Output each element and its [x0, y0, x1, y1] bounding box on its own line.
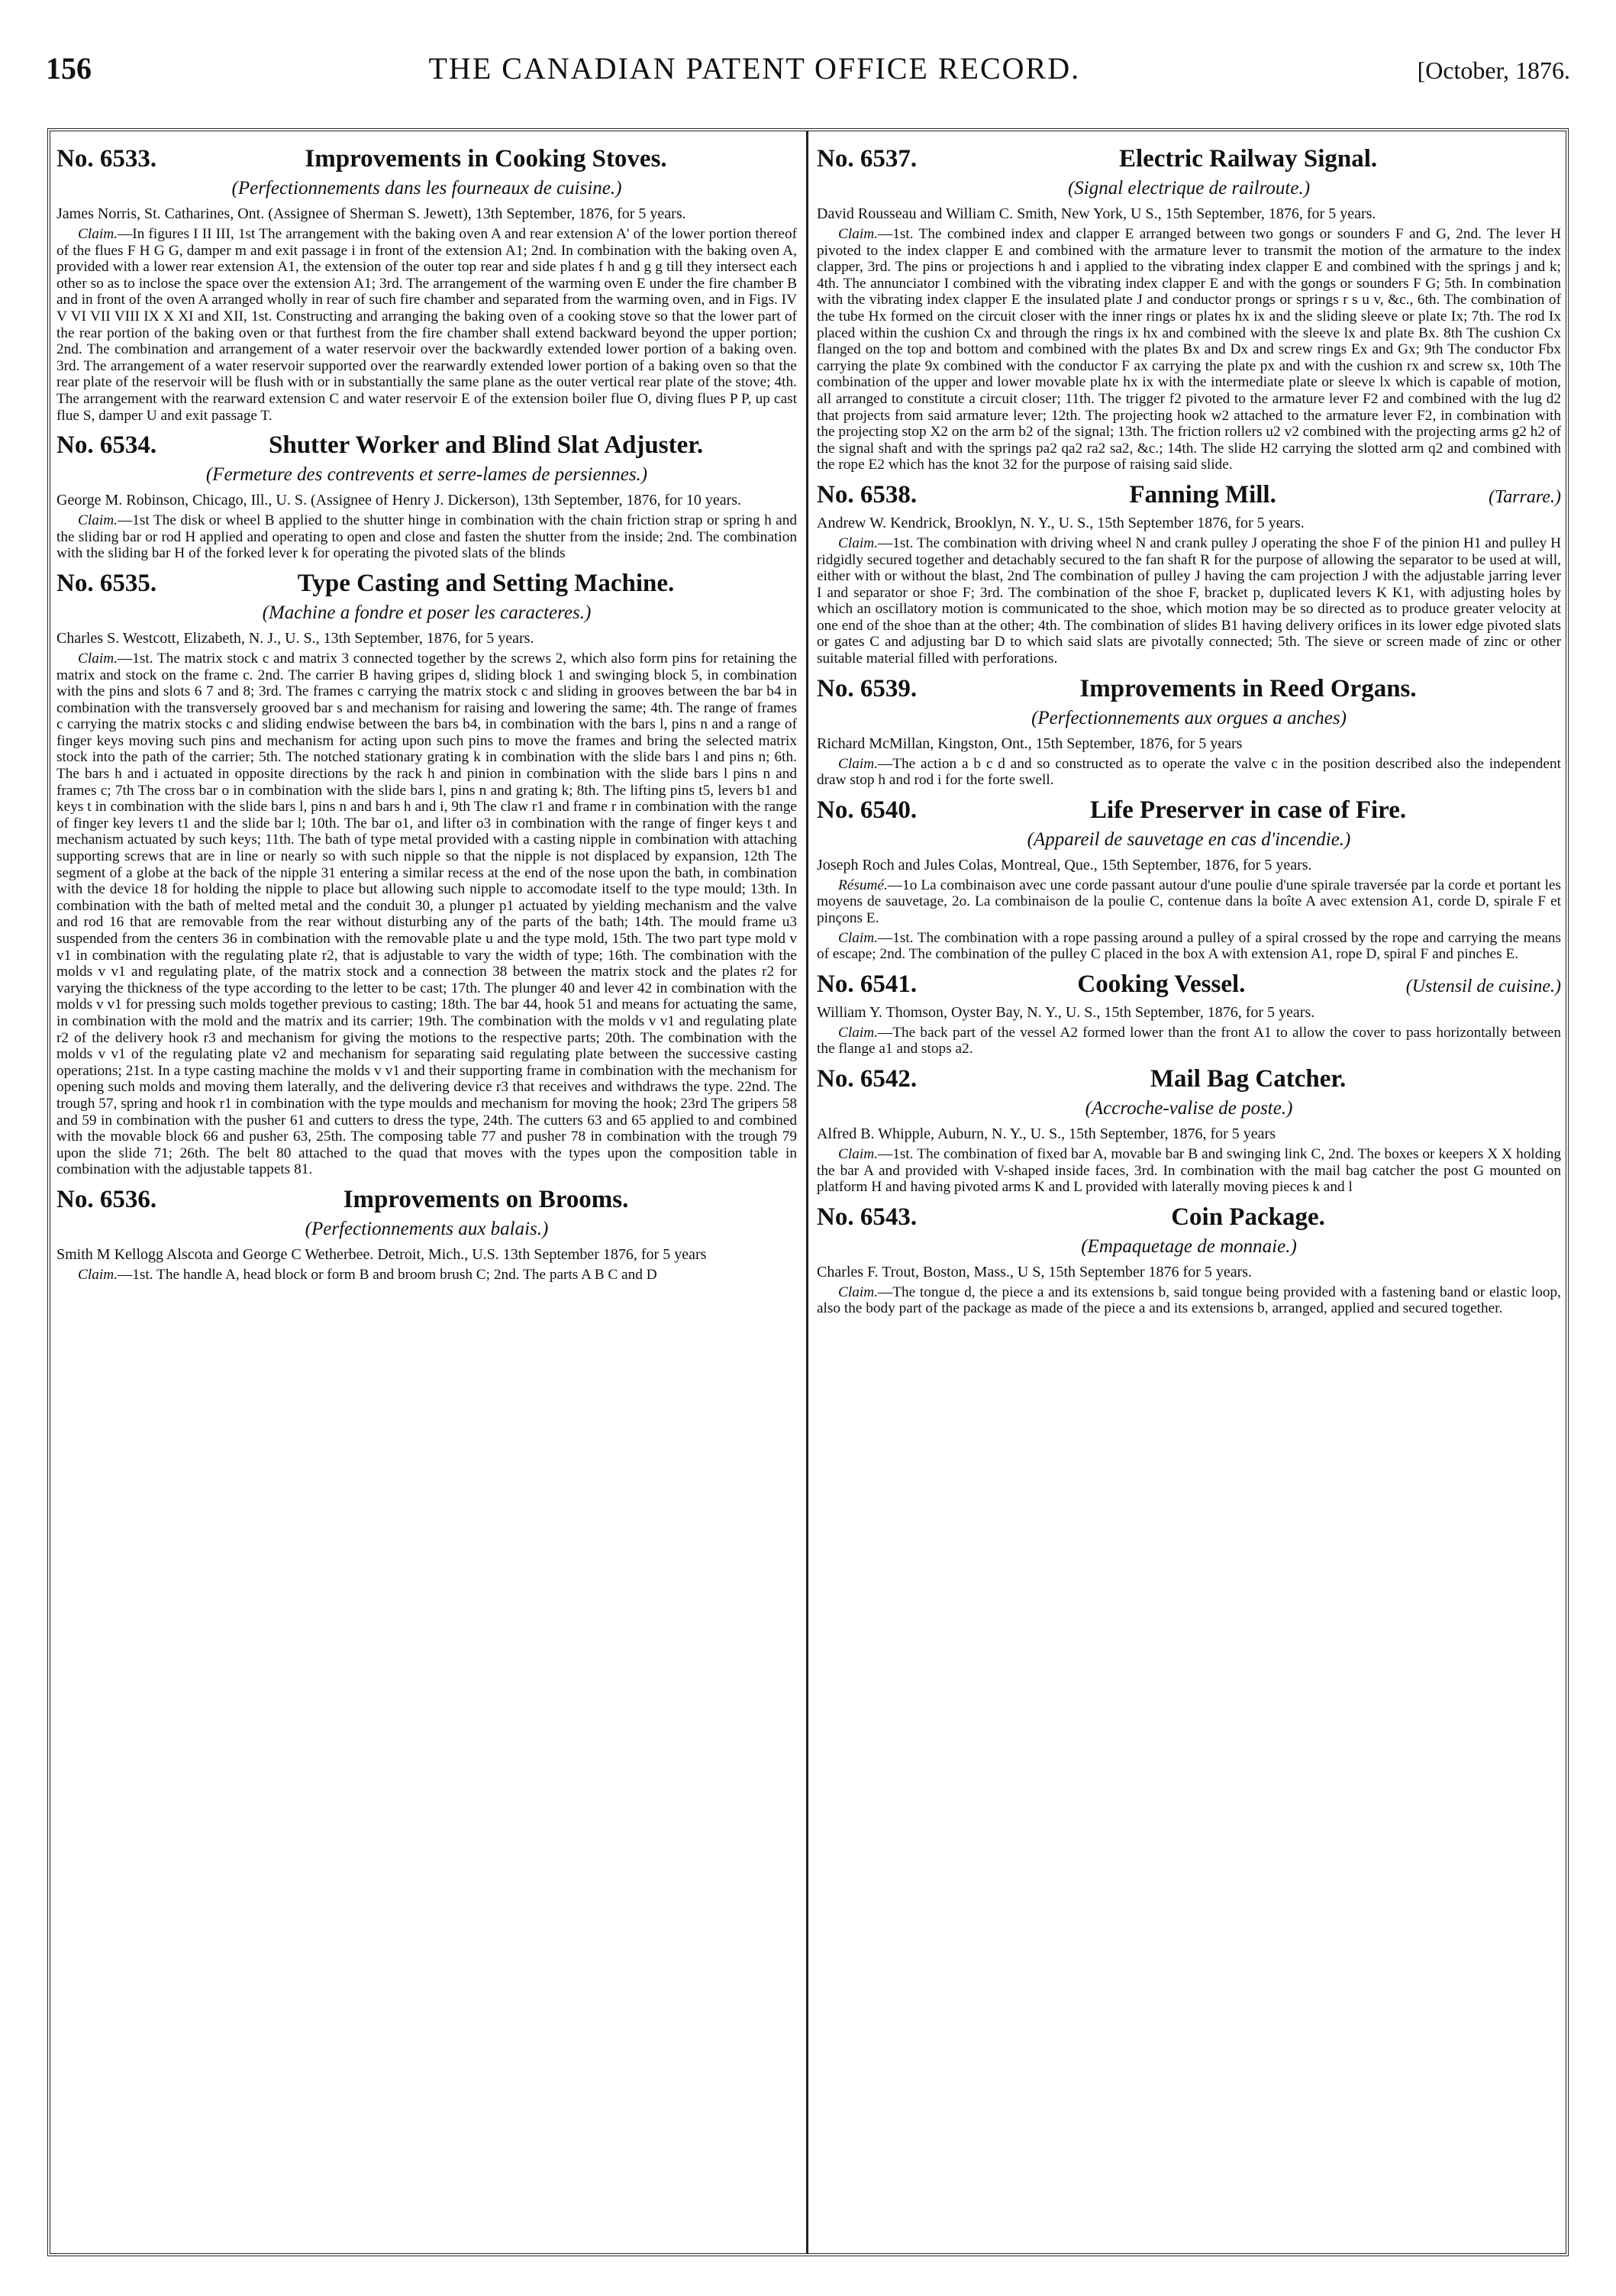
resume-text: Résumé.—1o La combinaison avec une corde passant autour d'une poulie d'une spirale traversée par la corde et portant les moyens de sauvetage, 2o. La combinaison de la poulie C, contenue dans la boîte A avec extension A1, corde D, spirale F et pinçons E.: [817, 877, 1561, 927]
patent-title: [817, 1202, 1561, 1232]
claim-text: Claim.—1st. The matrix stock c and matrix 3 connected together by the screws 2, which also form pins for retaining the matrix and stock on the frame c. 2nd. The carrier B having gripes d, sliding block 1 and swinging block 5, in combination with the pins and slots 6 7 and 8; 3rd. The frames c carrying the matrix stock c and sliding in grooves between the bar b4 in combination with the transversely grooved bar s and mechanism for raising and lowering the same; 4th. The range of frames c carrying the matrix stocks c and sliding endwise between the bars b4, in combination with the bars l, pins n and a range of finger keys moving such pins and mechanism for acting upon such pins to move the frames and bring the selected matrix stock into the path of the carrier; 5th. The notched stationary grating k in combination with the slide bars l and pins n; 6th. The bars h and i actuated in opposite directions by the rack h and pinion in combination with the slide bars l pins n and frames c; 7th The cross bar o in combination with the slide bars l, pins n and grating k; 8th. The lifting pins t5, levers b1 and keys t in combination with the slide bars l, pins n and bars h and i, 9th The claw r1 and frame r in combination with the range of finger key levers t1 and the slide bar l; 10th. The bar o1, and lifter o3 in combination with the range of finger keys t and mechanism actuated by such keys; 11th. The bath of type metal provided with a casting nipple in combination with attaching supporting screws that are in line or nearly so with such nipple so that the nipple is not displaced by expansion, 12th The segment of a globe at the back of the nipple 31 entering a similar recess at the end of the nose upon the bath, in combination with the device 18 for holding the nipple to place but allowing such nipple to accomodate itself to the type mould; 13th. In combination with the bath of melted metal and the conduit 30, a plunger p1 actuated by yielding mechanism and the valve and rod 16 that are removable from the rear without disturbing any of the parts of the bath; 14th. The mould frame u3 suspended from the centers 36 in combination with the removable plate u and the type mold, 15th. The two part type mold v v1 in combination with the regulating plate r2, that is adjustable to vary the width of type; 16th. The combination with the molds v v1 and regulating plate, of the matrix stock and a connection 38 between the matrix stock and the plates r2 for varying the thickness of the type according to the letter to be cast; 17th. The plunger 40 and lever 42 in combination with the molds v v1 for pressing such molds together previous to casting; 18th. The bar 44, hook 51 and means for actuating the same, in combination with the mold and the matrix and its carrier; 19th. The combination with the molds v v1 and regulating plate r2 of the delivery hook r3 and mechanism for giving the motions to the respective parts; 20th. The combination with the molds v v1 of the regulating plate v2 and mechanism for separating said regulating plate between the successive casting operations; 21st. In a type casting machine the molds v v1 and their supporting frame in combination with the mechanism for opening such molds and moving them laterally, and the delivering device r3 that receives and withdraws the type. 22nd. The trough 57, spring and hook r1 in combination with the type moulds and mechanism for moving the hook; 23rd The gripers 58 and 59 in combination with the pusher 61 and cutters to dress the type, 24th. The cutters 63 and 65 applied to and combined with the movable block 66 and pusher 63, 25th. The composing table 77 and pusher 78 in combination with the trough 79 upon the slide 71; 26th. The belt 80 attached to the quad that moves with the types upon the composition table in combination with the adjustable tappets 81.: [56, 650, 797, 1178]
right-column: [817, 137, 1561, 1322]
french-title: (Empaquetage de monnaie.): [1081, 1235, 1297, 1257]
patentee-line: Charles S. Westcott, Elizabeth, N. J., U. S., 13th September, 1876, for 5 years.: [56, 629, 534, 647]
claim-body: 1st. The matrix stock c and matrix 3 connected together by the screws 2, which also form pins for retaining the matrix and stock on the frame c. 2nd. The carrier B having gripes d, sliding block 1 and swinging block 5, in combination with the pins and slots 6 7 and 8; 3rd. The frames c carrying the matrix stock c and sliding in grooves between the bar b4 in combination with the transversely grooved bar s and mechanism for raising and lowering the same; 4th. The range of frames c carrying the matrix stocks c and sliding endwise between the bars b4, in combination with the bars l, pins n and a range of finger keys moving such pins and mechanism for acting upon such pins to move the frames and bring the selected matrix stock into the path of the carrier; 5th. The notched stationary grating k in combination with the slide bars l and pins n; 6th. The bars h and i actuated in opposite directions by the rack h and pinion in combination with the slide bars l pins n and frames c; 7th The cross bar o in combination with the slide bars l, pins n and grating k; 8th. The lifting pins t5, levers b1 and keys t in combination with the slide bars l, pins n and bars h and i, 9th The claw r1 and frame r in combination with the range of finger key levers t1 and the slide bar l; 10th. The bar o1, and lifter o3 in combination with the range of finger keys t and mechanism actuated by such keys; 11th. The bath of type metal provided with a casting nipple in combination with attaching supporting screws that are in line or nearly so with such nipple so that the nipple is not displaced by expansion, 12th The segment of a globe at the back of the nipple 31 entering a similar recess at the end of the nose upon the bath, in combination with the device 18 for holding the nipple to place but allowing such nipple to accomodate itself to the type mould; 13th. In combination with the bath of melted metal and the conduit 30, a plunger p1 actuated by yielding mechanism and the valve and rod 16 that are removable from the rear without disturbing any of the parts of the bath; 14th. The mould frame u3 suspended from the centers 36 in combination with the removable plate u and the type mold, 15th. The two part type mold v v1 in combination with the regulating plate r2, that is adjustable to vary the width of type; 16th. The combination with the molds v v1 and regulating plate, of the matrix stock and a connection 38 between the matrix stock and the plates r2 for varying the thickness of the type according to the letter to be cast; 17th. The plunger 40 and lever 42 in combination with the molds v v1 for pressing such molds together previous to casting; 18th. The bar 44, hook 51 and means for actuating the same, in combination with the mold and the matrix and its carrier; 19th. The combination with the molds v v1 and regulating plate r2 of the delivery hook r3 and mechanism for giving the motions to the respective parts; 20th. The combination with the molds v v1 of the regulating plate v2 and mechanism for separating said regulating plate between the successive casting operations; 21st. In a type casting machine the molds v v1 and their supporting frame in combination with the mechanism for opening such molds and moving them laterally, and the delivering device r3 that receives and withdraws the type. 22nd. The trough 57, spring and hook r1 in combination with the type moulds and mechanism for moving the hook; 23rd The gripers 58 and 59 in combination with the pusher 61 and cutters to dress the type, 24th. The cutters 63 and 65 applied to and combined with the movable block 66 and pusher 63, 25th. The composing table 77 and pusher 78 in combination with the trough 79 upon the slide 71; 26th. The belt 80 attached to the quad that moves with the types upon the composition table in combination with the adjustable tappets 81.: [56, 650, 797, 1178]
patent-number: No. 6536.: [56, 1185, 157, 1213]
patent-entry-6542: [817, 1064, 1561, 1196]
claim-text: Claim.—1st. The combined index and clapper E arranged between two gongs or sounders F and G, 2nd. The lever H pivoted to the index clapper E and combined with the armature lever to transmit the motion of the armature to the index clapper, 3rd. The pins or projections h and i applied to the vibrating index clapper E and combined with the springs j and k; 4th. The annunciator I combined with the vibrating index clapper E and with the gongs or sounders F G; 5th. In combination with the vibrating index clapper E the insulated plate J and conductor prongs or springs r s u v, &c., 6th. The combination of the tube Hx formed on the circuit closer with the inner rings or plates hx ix and the sliding sleeve or plate Ix; 7th. The rod Ix placed within the cushion Cx and through the rings ix hx and combined with the sleeve lx and plate Bx. 8th The cushion Cx flanged on the top and bottom and combined with the plates Bx and Dx and screw rings Ex and Gx; 9th The conductor Fbx carrying the plate 9x combined with the conductor F ax carrying the plate px and with the cushion rx and screw sx, 10th The combination of the upper and lower movable plate hx ix with the intermediate plate or sleeve lx which is capable of motion, all arranged to constitute a circuit closer; 11th. The trigger f2 pivoted to the armature lever F2 and combined with the lug d2 that projects from said armature lever; 12th. The projecting hook w2 attached to the armature lever F2, in combination with the projecting stop X2 on the arm b2 of the signal; 13th. The friction rollers u2 v2 combined with the projecting arms g2 h2 of the signal shaft and with the springs pa2 qa2 ra2 sa2, &c.; 14th. The slide H2 carrying the slotted arm q2 and combined with the rope E2 which has the knot 32 for the purpose of raising said slide.: [817, 226, 1561, 473]
resume-body: 1o La combinaison avec une corde passant autour d'une poulie d'une spirale traversée par la corde et portant les moyens de sauvetage, 2o. La combinaison de la poulie C, contenue dans la boîte A avec extension A1, corde D, spirale F et pinçons E.: [817, 877, 1561, 927]
patent-name: Improvements in Reed Organs.: [1079, 674, 1417, 702]
patentee-line: David Rousseau and William C. Smith, New York, U S., 15th September, 1876, for 5 years.: [817, 205, 1376, 222]
patentee-line: George M. Robinson, Chicago, Ill., U. S. (Assignee of Henry J. Dickerson), 13th September, 1876, for 10 years.: [56, 492, 742, 509]
french-title: (Perfectionnements dans les fourneaux de cuisine.): [231, 178, 622, 199]
patentee-line: Charles F. Trout, Boston, Mass., U S, 15th September 1876 for 5 years.: [817, 1263, 1253, 1280]
claim-body: 1st. The combined index and clapper E arranged between two gongs or sounders F and G, 2nd. The lever H pivoted to the index clapper E and combined with the armature lever to transmit the motion of the armature to the index clapper, 3rd. The pins or projections h and i applied to the vibrating index clapper E and combined with the springs j and k; 4th. The annunciator I combined with the vibrating index clapper E and with the gongs or sounders F G; 5th. In combination with the vibrating index clapper E the insulated plate J and conductor prongs or springs r s u v, &c., 6th. The combination of the tube Hx formed on the circuit closer with the inner rings or plates hx ix and the sliding sleeve or plate Ix; 7th. The rod Ix placed within the cushion Cx and through the rings ix hx and combined with the sleeve lx and plate Bx. 8th The cushion Cx flanged on the top and bottom and combined with the plates Bx and Dx and screw rings Ex and Gx; 9th The conductor Fbx carrying the plate 9x combined with the conductor F ax carrying the plate px and with the cushion rx and screw sx, 10th The combination of the upper and lower movable plate hx ix with the intermediate plate or sleeve lx which is capable of motion, all arranged to constitute a circuit closer; 11th. The trigger f2 pivoted to the armature lever F2 and combined with the lug d2 that projects from said armature lever; 12th. The projecting hook w2 attached to the armature lever F2, in combination with the projecting stop X2 on the arm b2 of the signal; 13th. The friction rollers u2 v2 combined with the projecting arms g2 h2 of the signal shaft and with the springs pa2 qa2 ra2 sa2, &c.; 14th. The slide H2 carrying the slotted arm q2 and combined with the rope E2 which has the knot 32 for the purpose of raising said slide.: [817, 226, 1561, 473]
patentee-line: Alfred B. Whipple, Auburn, N. Y., U. S., 15th September, 1876, for 5 years: [817, 1125, 1276, 1142]
patentee-line: Richard McMillan, Kingston, Ont., 15th September, 1876, for 5 years: [817, 735, 1243, 752]
patent-entry-6540: [817, 795, 1561, 963]
patent-name: Coin Package.: [1171, 1203, 1325, 1231]
claim-label: Claim.: [838, 755, 878, 772]
patent-number: No. 6538.: [817, 480, 918, 509]
patent-entry-6534: [56, 430, 797, 562]
french-title: (Signal electrique de railroute.): [1067, 178, 1311, 199]
patent-name: Life Preserver in case of Fire.: [1089, 796, 1407, 824]
issue-date: [October, 1876.: [1417, 57, 1570, 84]
claim-label: Claim.: [838, 1284, 878, 1300]
page-number: 156: [46, 51, 92, 86]
claim-text: Claim.—1st The disk or wheel B applied to the shutter hinge in combination with the chain friction strap or spring h and the sliding bar or rod H applied and operating to open and close and fasten the shutter from the inside; 2nd. The combination with the sliding bar H of the forked lever k for operating the pivoted slats of the blinds: [56, 512, 797, 562]
claim-body: 1st The disk or wheel B applied to the shutter hinge in combination with the chain friction strap or spring h and the sliding bar or rod H applied and operating to open and close and fasten the shutter from the inside; 2nd. The combination with the sliding bar H of the forked lever k for operating the pivoted slats of the blinds: [56, 512, 797, 562]
french-title: (Appareil de sauvetage en cas d'incendie.): [1027, 828, 1351, 850]
patent-title: [817, 1064, 1561, 1094]
patent-title: [56, 430, 797, 460]
patentee-line: Andrew W. Kendrick, Brooklyn, N. Y., U. S., 15th September 1876, for 5 years.: [817, 514, 1305, 531]
patent-number: No. 6535.: [56, 569, 157, 597]
resume-label: Résumé.: [838, 877, 888, 893]
left-column: [56, 137, 797, 1288]
patent-number: No. 6542.: [817, 1065, 918, 1093]
patent-name: Shutter Worker and Blind Slat Adjuster.: [269, 431, 704, 460]
column-divider: [806, 131, 808, 2253]
claim-label: Claim.: [838, 1146, 878, 1162]
claim-body: 1st. The combination of fixed bar A, movable bar B and swinging link C, 2nd. The boxes or keepers X X holding the bar A and provided with V-shaped inside faces, 3rd. In combination with the mail bag catcher the post G mounted on platform H and having pivoted arms K and L provided with laterally moving pieces k and l: [817, 1146, 1561, 1196]
french-title: (Tarrare.): [1489, 486, 1561, 507]
patentee-line: Joseph Roch and Jules Colas, Montreal, Que., 15th September, 1876, for 5 years.: [817, 856, 1312, 874]
french-title: (Ustensil de cuisine.): [1405, 976, 1561, 996]
patent-name: Fanning Mill.: [1129, 480, 1276, 509]
patent-name: Electric Railway Signal.: [1118, 145, 1378, 173]
claim-label: Claim.: [838, 534, 878, 551]
french-title: (Machine a fondre et poser les caracteres.): [262, 602, 592, 623]
patent-entry-6541: [817, 969, 1561, 1058]
patent-number: No. 6534.: [56, 431, 157, 460]
claim-label: Claim.: [78, 512, 118, 529]
claim-text: Claim.—The action a b c d and so constructed as to operate the valve c in the position described also the independent draw stop h and rod i for the forte swell.: [817, 755, 1561, 789]
patent-entry-6536: [56, 1184, 797, 1284]
claim-label: Claim.: [78, 1266, 118, 1283]
patent-number: No. 6539.: [817, 674, 918, 702]
claim-label: Claim.: [838, 929, 878, 946]
patent-number: No. 6540.: [817, 796, 918, 824]
claim-body: The back part of the vessel A2 formed lower than the front A1 to allow the cover to pass horizontally between the flange a1 and stops a2.: [817, 1024, 1561, 1058]
patent-name: Type Casting and Setting Machine.: [297, 569, 675, 597]
claim-body: The tongue d, the piece a and its extensions b, said tongue being provided with a fastening band or elastic loop, also the body part of the package as made of the piece a and its extensions b, arranged, applied and secured together.: [817, 1284, 1561, 1317]
patent-entry-6538: [817, 480, 1561, 667]
page-header: [46, 50, 1570, 96]
patent-entry-6537: [817, 144, 1561, 473]
patent-title: [817, 480, 1561, 512]
claim-body: The action a b c d and so constructed as to operate the valve c in the position described also the independent draw stop h and rod i for the forte swell.: [817, 755, 1561, 789]
patent-title: [817, 144, 1561, 174]
claim-text: Claim.—1st. The combination of fixed bar A, movable bar B and swinging link C, 2nd. The boxes or keepers X X holding the bar A and provided with V-shaped inside faces, 3rd. In combination with the mail bag catcher the post G mounted on platform H and having pivoted arms K and L provided with laterally moving pieces k and l: [817, 1146, 1561, 1196]
patent-entry-6539: [817, 673, 1561, 789]
patent-number: No. 6537.: [817, 145, 918, 173]
patentee-line: William Y. Thomson, Oyster Bay, N. Y., U. S., 15th September, 1876, for 5 years.: [817, 1003, 1315, 1021]
claim-label: Claim.: [838, 226, 878, 242]
patent-name: Cooking Vessel.: [1077, 970, 1246, 998]
claim-text: Claim.—1st. The combination with a rope passing around a pulley of a spiral crossed by the rope and carrying the means of escape; 2nd. The combination of the pulley C placed in the box A with extension A1, rope D, spiral F and pinches E.: [817, 929, 1561, 963]
patent-title: [56, 144, 797, 174]
patent-title: [817, 673, 1561, 704]
patent-entry-6533: [56, 144, 797, 424]
claim-text: Claim.—1st. The handle A, head block or form B and broom brush C; 2nd. The parts A B C and D: [78, 1266, 657, 1283]
patent-name: Mail Bag Catcher.: [1150, 1065, 1347, 1093]
claim-body: 1st. The combination with a rope passing around a pulley of a spiral crossed by the rope and carrying the means of escape; 2nd. The combination of the pulley C placed in the box A with extension A1, rope D, spiral F and pinches E.: [817, 929, 1561, 963]
patent-title: [56, 568, 797, 599]
patent-name: Improvements on Brooms.: [343, 1185, 629, 1213]
patent-entry-6543: [817, 1202, 1561, 1317]
patent-number: No. 6533.: [56, 145, 157, 173]
patent-name: Improvements in Cooking Stoves.: [305, 145, 667, 173]
claim-label: Claim.: [838, 1024, 878, 1041]
patentee-line: James Norris, St. Catharines, Ont. (Assignee of Sherman S. Jewett), 13th September, 1876, for 5 years.: [56, 205, 686, 222]
claim-text: Claim.—In figures I II III, 1st The arrangement with the baking oven A and rear extension A' of the lower portion thereof of the flues F H G G, damper m and exit passage i in front of the extension A1; 2nd. In combination with the baking oven A, provided with a lower rear extension A1, the extension of the outer top rear and side plates f h and g g till they intersect each other so as to inclose the space over the extension A1; 3rd. The arrangement of the warming oven E under the fire chamber B and in front of the oven A arranged wholly in rear of such fire chamber and separated from the warming oven, and in Figs. IV V VI VII VIII IX X XI and XII, 1st. Constructing and arranging the baking oven of a cooking stove so that the lower part of the rear portion of the baking oven or that furthest from the fire chamber shall extend backward beyond the upper portion; 2nd. The combination and arrangement of a water reservoir over the backwardly extended lower portion of a baking oven. 3rd. The arrangement of a water reservoir supported over the rearwardly extended lower portion of a baking oven so that the rear plate of the reservoir will be flush with or in substantially the same plane as the outer vertical rear plate of the stove; 4th. The arrangement with the rearward extension C and water reservoir E of the extension boiler flue O, diving flues P P, up cast flue S, damper U and exit passage T.: [56, 226, 797, 424]
patentee-line: Smith M Kellogg Alscota and George C Wetherbee. Detroit, Mich., U.S. 13th September 1876, for 5 years: [56, 1245, 707, 1263]
patent-number: No. 6541.: [817, 970, 918, 998]
french-title: (Perfectionnements aux orgues a anches): [1031, 707, 1347, 728]
french-title: (Perfectionnements aux balais.): [305, 1218, 549, 1239]
french-title: (Accroche-valise de poste.): [1085, 1098, 1293, 1119]
running-title: THE CANADIAN PATENT OFFICE RECORD.: [428, 51, 1081, 86]
claim-body: In figures I II III, 1st The arrangement with the baking oven A and rear extension A' of the lower portion thereof of the flues F H G G, damper m and exit passage i in front of the extension A1; 2nd. In combination with the baking oven A, provided with a lower rear extension A1, the extension of the outer top rear and side plates f h and g g till they intersect each other so as to inclose the space over the extension A1; 3rd. The arrangement of the warming oven E under the fire chamber B and in front of the oven A arranged wholly in rear of such fire chamber and separated from the warming oven, and in Figs. IV V VI VII VIII IX X XI and XII, 1st. Constructing and arranging the baking oven of a cooking stove so that the lower part of the rear portion of the baking oven or that furthest from the fire chamber shall extend backward beyond the upper portion; 2nd. The combination and arrangement of a water reservoir over the backwardly extended lower portion of a baking oven. 3rd. The arrangement of a water reservoir supported over the rearwardly extended lower portion of a baking oven so that the rear plate of the reservoir will be flush with or in substantially the same plane as the outer vertical rear plate of the stove; 4th. The arrangement with the rearward extension C and water reservoir E of the extension boiler flue O, diving flues P P, up cast flue S, damper U and exit passage T.: [56, 226, 797, 424]
claim-text: Claim.—The tongue d, the piece a and its extensions b, said tongue being provided with a fastening band or elastic loop, also the body part of the package as made of the piece a and its extensions b, arranged, applied and secured together.: [817, 1284, 1561, 1317]
patent-entry-6535: [56, 568, 797, 1178]
claim-text: Claim.—The back part of the vessel A2 formed lower than the front A1 to allow the cover to pass horizontally between the flange a1 and stops a2.: [817, 1024, 1561, 1058]
claim-text: Claim.—1st. The combination with driving wheel N and crank pulley J operating the shoe F of the pinion H1 and pulley H ridgidly secured together and detachably secured to the fan shaft R for the purpose of allowing the separator to be used at will, either with or without the blast, 2nd The combination of pulley J having the cam projection J with the adjustable jarring lever I and separator or shoe F; 3rd. The combination of the shoe F, bracket p, duplicated levers K K1, with adjusting holes by which an oscillatory motion is communicated to the shoe, which motion may be so directed as to produce greater velocity at one end of the shoe than at the other; 4th. The combination of slides B1 having delivery orifices in its lower edge pivoted slats or gates C and adjusting bar D to which said slats are pivotally connected; 5th. The sieve or screen made of zinc or other suitable material filled with perforations.: [817, 534, 1561, 667]
claim-body: 1st. The handle A, head block or form B and broom brush C; 2nd. The parts A B C and D: [132, 1266, 657, 1283]
patent-title: [56, 1184, 797, 1215]
claim-label: Claim.: [78, 650, 118, 667]
claim-label: Claim.: [78, 226, 118, 242]
patent-title: [817, 795, 1561, 825]
claim-body: 1st. The combination with driving wheel N and crank pulley J operating the shoe F of the pinion H1 and pulley H ridgidly secured together and detachably secured to the fan shaft R for the purpose of allowing the separator to be used at will, either with or without the blast, 2nd The combination of pulley J having the cam projection J with the adjustable jarring lever I and separator or shoe F; 3rd. The combination of the shoe F, bracket p, duplicated levers K K1, with adjusting holes by which an oscillatory motion is communicated to the shoe, which motion may be so directed as to produce greater velocity at one end of the shoe than at the other; 4th. The combination of slides B1 having delivery orifices in its lower edge pivoted slats or gates C and adjusting bar D to which said slats are pivotally connected; 5th. The sieve or screen made of zinc or other suitable material filled with perforations.: [817, 534, 1561, 667]
patent-number: No. 6543.: [817, 1203, 918, 1231]
patent-title: [817, 969, 1561, 1002]
french-title: (Fermeture des contrevents et serre-lames de persiennes.): [205, 464, 648, 486]
